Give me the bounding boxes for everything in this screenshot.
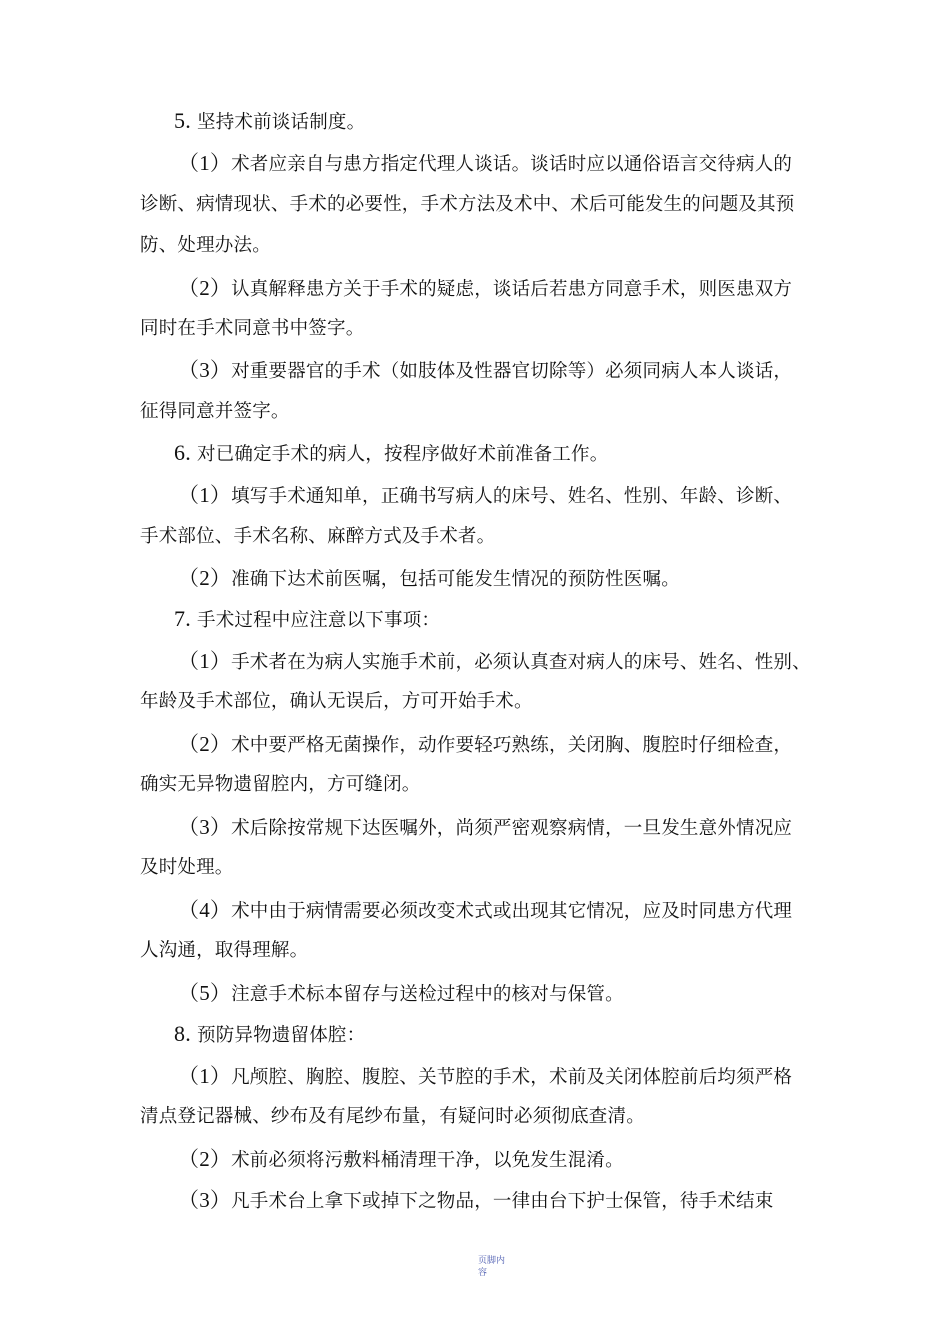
line-text: 确实无异物遗留腔内，方可缝闭。: [140, 774, 421, 795]
line-text: 坚持术前谈话制度。: [197, 112, 366, 133]
paragraph-line: [178, 1187, 858, 1215]
line-text: 对重要器官的手术（如肢体及性器官切除等）必须同病人本人谈话，: [231, 361, 793, 382]
paragraph-line: [178, 150, 858, 178]
line-text: 及时处理。: [140, 857, 234, 878]
paragraph-line: [140, 938, 820, 964]
line-prefix: （2）: [178, 276, 232, 300]
line-text: 术中由于病情需要必须改变术式或出现其它情况，应及时同患方代理: [231, 901, 793, 922]
line-prefix: （4）: [178, 898, 232, 922]
line-text: 防、处理办法。: [140, 235, 271, 256]
line-text: 凡手术台上拿下或掉下之物品，一律由台下护士保管，待手术结束: [231, 1191, 774, 1212]
paragraph-line: [140, 855, 820, 881]
paragraph-line: [178, 648, 858, 676]
line-text: 人沟通，取得理解。: [140, 940, 309, 961]
line-prefix: （1）: [178, 483, 232, 507]
section-heading-5: [174, 108, 854, 136]
line-text: 年龄及手术部位，确认无误后，方可开始手术。: [140, 691, 533, 712]
paragraph-line: [140, 316, 820, 342]
line-prefix: （3）: [178, 1188, 232, 1212]
line-prefix: 7.: [174, 606, 191, 631]
paragraph-line: [178, 1063, 858, 1091]
section-heading-8: [174, 1021, 854, 1049]
line-text: 术前必须将污敷料桶清理干净，以免发生混淆。: [231, 1150, 624, 1171]
line-text: 手术者在为病人实施手术前，必须认真查对病人的床号、姓名、性别、: [231, 652, 811, 673]
line-prefix: （1）: [178, 1064, 232, 1088]
paragraph-line: [140, 399, 820, 425]
line-text: 同时在手术同意书中签字。: [140, 318, 365, 339]
paragraph-line: [178, 482, 858, 510]
line-text: 诊断、病情现状、手术的必要性，手术方法及术中、术后可能发生的问题及其预: [140, 194, 795, 215]
line-text: 对已确定手术的病人，按程序做好术前准备工作。: [197, 444, 609, 465]
line-prefix: （1）: [178, 649, 232, 673]
line-text: 术中要严格无菌操作，动作要轻巧熟练，关闭胸、腹腔时仔细检查，: [231, 735, 793, 756]
paragraph-line: [178, 897, 858, 925]
paragraph-line: [140, 689, 820, 715]
line-prefix: （3）: [178, 815, 232, 839]
page-footer: 页脚内容: [478, 1256, 506, 1278]
paragraph-line: [178, 1146, 858, 1174]
line-text: 认真解释患方关于手术的疑虑，谈话后若患方同意手术，则医患双方: [231, 279, 793, 300]
line-text: 清点登记器械、纱布及有尾纱布量，有疑问时必须彻底查清。: [140, 1106, 645, 1127]
line-prefix: （3）: [178, 358, 232, 382]
line-text: 注意手术标本留存与送检过程中的核对与保管。: [231, 984, 624, 1005]
line-text: 征得同意并签字。: [140, 401, 290, 422]
paragraph-line: [140, 1104, 820, 1130]
paragraph-line: [178, 814, 858, 842]
line-prefix: （2）: [178, 1147, 232, 1171]
line-prefix: 5.: [174, 108, 191, 133]
line-prefix: （2）: [178, 566, 232, 590]
line-text: 凡颅腔、胸腔、腹腔、关节腔的手术，术前及关闭体腔前后均须严格: [231, 1067, 793, 1088]
line-prefix: （5）: [178, 981, 232, 1005]
paragraph-line: [178, 357, 858, 385]
line-prefix: （2）: [178, 732, 232, 756]
line-prefix: 6.: [174, 440, 191, 465]
paragraph-line: [178, 731, 858, 759]
line-text: 填写手术通知单，正确书写病人的床号、姓名、性别、年龄、诊断、: [231, 486, 793, 507]
paragraph-line: [178, 980, 858, 1008]
line-text: 术者应亲自与患方指定代理人谈话。谈话时应以通俗语言交待病人的: [231, 154, 793, 175]
paragraph-line: [178, 275, 858, 303]
line-text: 预防异物遗留体腔：: [197, 1025, 366, 1046]
line-text: 手术部位、手术名称、麻醉方式及手术者。: [140, 526, 496, 547]
paragraph-line: [178, 565, 858, 593]
line-prefix: （1）: [178, 151, 232, 175]
section-heading-6: [174, 440, 854, 468]
line-prefix: 8.: [174, 1021, 191, 1046]
line-text: 准确下达术前医嘱，包括可能发生情况的预防性医嘱。: [231, 569, 680, 590]
paragraph-line: [140, 192, 820, 218]
section-heading-7: [174, 606, 854, 634]
paragraph-line: [140, 233, 820, 259]
line-text: 手术过程中应注意以下事项：: [197, 610, 441, 631]
paragraph-line: [140, 772, 820, 798]
line-text: 术后除按常规下达医嘱外，尚须严密观察病情，一旦发生意外情况应: [231, 818, 793, 839]
paragraph-line: [140, 524, 820, 550]
